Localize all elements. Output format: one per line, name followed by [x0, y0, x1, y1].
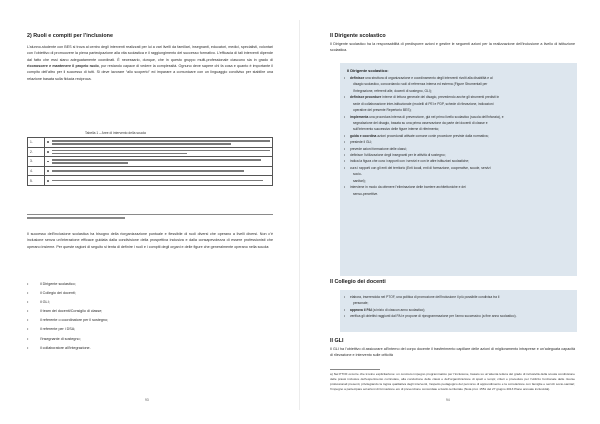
bullet-icon — [47, 141, 49, 143]
list-item: • definisce una struttura di organizzazione e coordinamento degli interventi rivolti alla disabilità e al — [344, 75, 572, 81]
list-item: • il team dei docenti/Consiglio di classe; — [27, 309, 103, 314]
dirigente-paragraph: Il Dirigente scolastico ha la responsabilità di predisporre azioni e gestire le seguenti azioni per la realizzazione dell’inclusione a livello di istituzione scolastica. — [330, 42, 575, 53]
list-item: operative del presente Repertorio BES); — [353, 108, 412, 113]
section-title-roles: 2) Ruoli e compiti per l’inclusione — [27, 33, 113, 39]
table-row-number: 3. — [28, 157, 45, 167]
list-item: personale; — [353, 301, 369, 306]
list-item: • definisce l’utilizzazione degli insegnanti per le attività di sostegno; — [344, 152, 572, 158]
table-row — [28, 176, 273, 186]
list-item: • il collaboratore all’integrazione. — [27, 345, 91, 350]
page-number: 93 — [145, 398, 149, 402]
intro-paragraph: L’alunno-studente con BES si trova al centro degli interventi realizzati per lui a vari livelli da familiari, insegnanti, educatori, medici, specialisti, volontari con l’obiettivo di promuovere la piena partecipazione alla vita scolastica e il raggiungimento del successo formativo. L’efficacia di tali interventi dipende dal fatto che essi siano adeguatamente coordinati. È necessario, dunque, che in questo gruppo multi-professionale ciascuno sia in grado di riconoscere e mantenere il proprio ruolo, pur restando capace di vedere la complessità. Ognuno deve sapere chi fa cosa e quanto è importante il compito dell’altro per il successo di tutti. Si deve lavorare “allo scoperto” ed imparare a comunicare con un linguaggio condiviso per stabilire una relazione basata sulla fiducia reciproca. — [27, 45, 273, 81]
table-row — [28, 138, 273, 148]
list-item: • il Dirigente scolastico; — [27, 282, 76, 286]
intervention-table — [27, 137, 273, 186]
section-title-gli: Il GLI — [330, 338, 344, 344]
roles-list — [27, 282, 108, 355]
bullet-icon — [47, 151, 49, 153]
list-item: socio- — [353, 172, 362, 177]
list-item: • il Collegio dei docenti; — [27, 291, 76, 296]
list-item: • il referente per i DSA; — [27, 327, 76, 332]
footnote: a) Nel PTOF occorre che trovino esplicitazione: un concreto impegno programmatico per l’inclusione, basato su un’attenta lettura del grado di inclusività della scuola condivisione delle prassi inclusive dell’esperimento curricolare, alla conduzione delle classi e dell’organizzazione di spazi e tempi; criteri e procedure per l’utilizzo funzionale delle risorse professionali presenti, privilegiando la logica qualitativa degli interventi, l’aspetto pedagogico del percorso di apprendimento e la correlazione con famiglie e servizi socio-sanitari; l’impegno a partecipare ad azioni di formazione e/o di prevenzione concordate a livello territoriale (Nota prot. 1551 del 27 giugno 2013 Piano annuale inclusività). — [330, 372, 575, 391]
table-row-number: 4. — [28, 166, 45, 176]
list-item: • presiede il GLI; — [344, 139, 572, 145]
bullet-icon — [47, 180, 49, 182]
bullet-icon — [47, 161, 49, 163]
list-item: l’integrazione, referenti alle, docenti di sostegno, GLI); — [353, 88, 432, 93]
table-row-number: 5. — [28, 176, 45, 186]
collegio-duties-list — [344, 294, 572, 320]
list-item: sede di collaborazione inter-istituzionale (modelli di PEI e PDP, schede di rilevazione, indicazioni — [353, 101, 494, 106]
dirigente-duties-list — [344, 75, 572, 197]
list-item: • cura i rapporti con gli enti del territorio (Enti locali, enti di formazione, cooperative, scuole, servizi — [344, 165, 572, 171]
table-row — [28, 166, 273, 176]
list-item: sull’intervento successivo delle figure interne di riferimento; — [353, 127, 440, 132]
gli-paragraph: Il GLI ha l’obiettivo di assicurare all’interno del corpo docente il trasferimento capillare delle azioni di miglioramento intraprese e un’adeguata capacità di rilevazione e intervento sulle criticità — [330, 347, 575, 358]
section-title-collegio: Il Collegio dei docenti — [330, 279, 386, 285]
list-item: senso-percettive. — [353, 191, 379, 196]
section-title-dirigente: Il Dirigente scolastico — [330, 33, 386, 39]
list-item: • interviene in modo da ottenere l’eliminazione delle barriere architettoniche e dei — [344, 184, 572, 190]
bullet-icon — [47, 170, 49, 172]
list-item: • definisce procedure interne di lettura generale del disagio, prevedendo anche gli strumenti predisti in — [344, 94, 572, 100]
box-title: Il Dirigente scolastico: — [347, 68, 389, 73]
list-item: • implementa una procedura interna di prevenzione, già nel primo livello scolastico (scuola dell’infanzia), e — [344, 114, 572, 120]
list-item: • il referente o coordinatore per il sostegno; — [27, 318, 109, 323]
list-item: • elabora, inserendola nel PTOF, una politica di promozione dell’inclusione il più possibile condivisa tra il — [344, 294, 572, 300]
list-item: • indica la figura che cura i rapporti con i servizi e con le altre istituzioni scolastiche; — [344, 158, 572, 164]
dirigente-box — [340, 63, 577, 276]
right-page — [300, 0, 600, 424]
collegio-box — [340, 290, 577, 332]
list-item: • guida e coordina azioni procedurali attivate comune conle procedure previste dalla normativa; — [344, 133, 572, 139]
list-item: • l’insegnante di sostegno; — [27, 336, 81, 341]
list-item: segnalazione del disagio, basata su una prima osservazione da parte dei docenti di classe e — [353, 120, 488, 125]
list-item: sanitari); — [353, 178, 366, 183]
table-row — [28, 157, 273, 167]
list-item: • approva il PAI (a inizio di ciascun anno scolastico); — [344, 307, 572, 313]
page-number: 94 — [446, 398, 450, 402]
table-row — [28, 147, 273, 157]
table-row-number: 2. — [28, 147, 45, 157]
table-row-number: 1. — [28, 138, 45, 148]
roles-paragraph: Il successo dell’inclusione scolastica ha bisogno della riorganizzazione puntuale e flessibile di ruoli diversi che operano a livelli diversi. Non c’è inclusione senza un’interazione efficace guidata dalla condivisione della prospettiva inclusiva e dalla consapevolezza di essere professionisti che operano insieme. Per queste ragioni di seguito si tenta di definire i ruoli e i compiti degli organi e delle figure che generalmente operano nella scuola: — [27, 232, 273, 249]
list-item: • verifica gli obiettivi raggiunti dal PAI e propone di riprogrammazione per l’anno successivo (a fine anno scolastico). — [344, 313, 572, 319]
footnote-divider — [330, 369, 380, 370]
list-item: disagio scolastico, concordando ruoli di referenza interna ed esterna (Figure Strumentali per — [353, 82, 488, 87]
list-item: • il GLI; — [27, 300, 50, 305]
table-caption: Tabella 1 – Aree di intervento della scuola — [85, 131, 146, 135]
list-item: • prevede azioni formazione delle classi; — [344, 146, 572, 152]
table-note — [27, 212, 273, 220]
